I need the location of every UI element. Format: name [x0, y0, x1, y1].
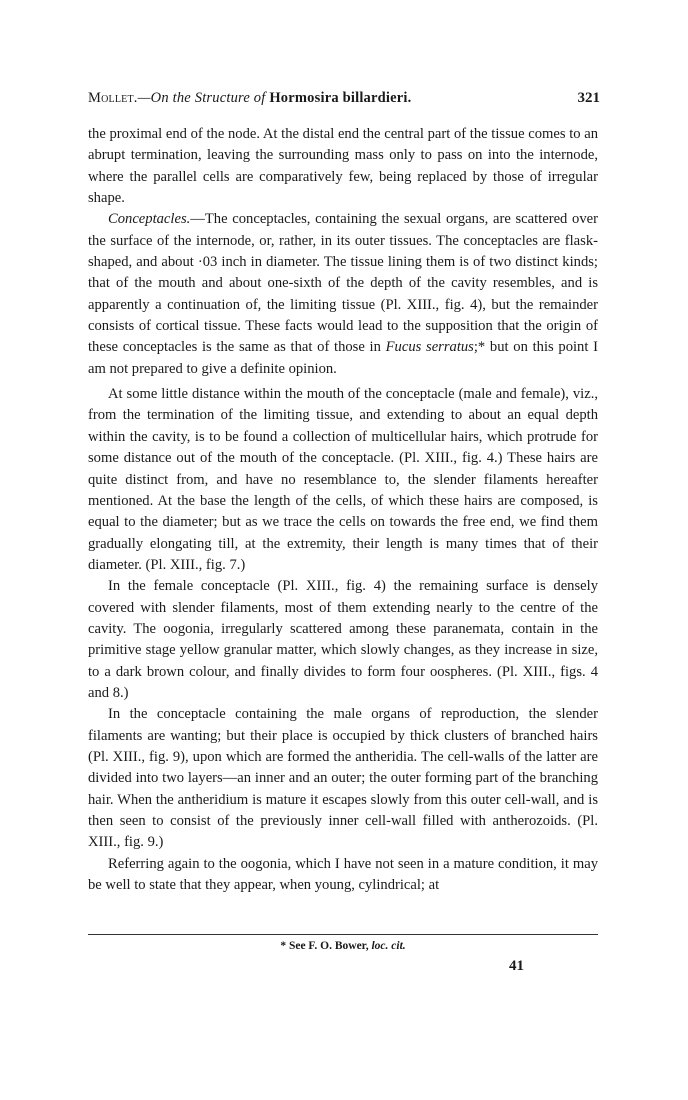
- running-header: [88, 90, 600, 114]
- paragraph: the proximal end of the node. At the distal end the central part of the tissue comes to an abrupt termination, leaving the surrounding mass only to pass on into the internode, where the parallel cells are comparatively few, being replaced by those of irregular shape.: [88, 126, 598, 207]
- paragraph-text: —The conceptacles, containing the sexual organs, are scattered over the surface of the internode, or, rather, in its outer tissues. The conceptacles are flask-shaped, and about ·03 inch in diameter. The tissue lining them is of two distinct kinds; that of the mouth and about one-sixth of the depth of the cavity resembles, and is apparently a continuation of, the limiting tissue (Pl. XIII., fig. 4), but the remainder consists of cortical tissue. These facts would lead to the supposition that the origin of these conceptacles is the same as that of those in: [88, 211, 598, 356]
- header-species: Hormosira billardieri.: [269, 90, 412, 106]
- page-number: 321: [577, 90, 600, 106]
- paragraph-text: ;* but on this point I am not prepared to give a definite opinion.: [88, 339, 598, 377]
- footnote-rule: [88, 934, 598, 935]
- species-name: Fucus serratus: [385, 339, 474, 356]
- paragraph-conceptacles: [88, 209, 598, 380]
- signature-mark: 41: [509, 958, 524, 974]
- paragraph: In the female conceptacle (Pl. XIII., fig. 4) the remaining surface is densely covered with slender filaments, most of them extending nearly to the centre of the cavity. The oogonia, irregularly scattered among these paranemata, contain in the primitive stage yellow granular matter, which slowly changes, as they increase in size, to a dark brown colour, and finally divides to form four oospheres. (Pl. XIII., figs. 4 and 8.): [88, 578, 598, 701]
- paragraph: Referring again to the oogonia, which I have not seen in a mature condition, it may be well to state that they appear, when young, cylindrical; at: [88, 855, 598, 894]
- footnote-text: * See F. O. Bower,: [280, 940, 369, 952]
- paragraph: At some little distance within the mouth of the conceptacle (male and female), viz., from the termination of the limiting tissue, and extending to about an equal depth within the cavity, is to be found a collection of multicellular hairs, which protrude for some distance out of the mouth of the conceptacle. (Pl. XIII., fig. 4.) These hairs are quite distinct from, and have no resemblance to, the slender filaments hereafter mentioned. At the base the length of the cells, of which these hairs are composed, is equal to the diameter; but as we trace the cells on towards the free end, we find them gradually elongating till, at the extremity, their length is many times that of their diameter. (Pl. XIII., fig. 7.): [88, 386, 598, 573]
- section-heading: Conceptacles.: [108, 211, 191, 228]
- running-title: [88, 90, 411, 107]
- footnote-cite: loc. cit.: [371, 940, 406, 952]
- main-text: [88, 124, 598, 896]
- header-title: —On the Structure of: [137, 90, 266, 106]
- header-author: Mollet.: [88, 90, 138, 106]
- footnote: [88, 940, 598, 952]
- paragraph: In the conceptacle containing the male organs of reproduction, the slender filaments are wanting; but their place is occupied by thick clusters of branched hairs (Pl. XIII., fig. 9), upon which are formed the antheridia. The cell-walls of the latter are divided into two layers—an inner and an outer; the outer forming part of the branching hair. When the antheridium is mature it escapes slowly from this outer cell-wall, and is then seen to consist of the previously inner cell-wall filled with antherozoids. (Pl. XIII., fig. 9.): [88, 706, 598, 851]
